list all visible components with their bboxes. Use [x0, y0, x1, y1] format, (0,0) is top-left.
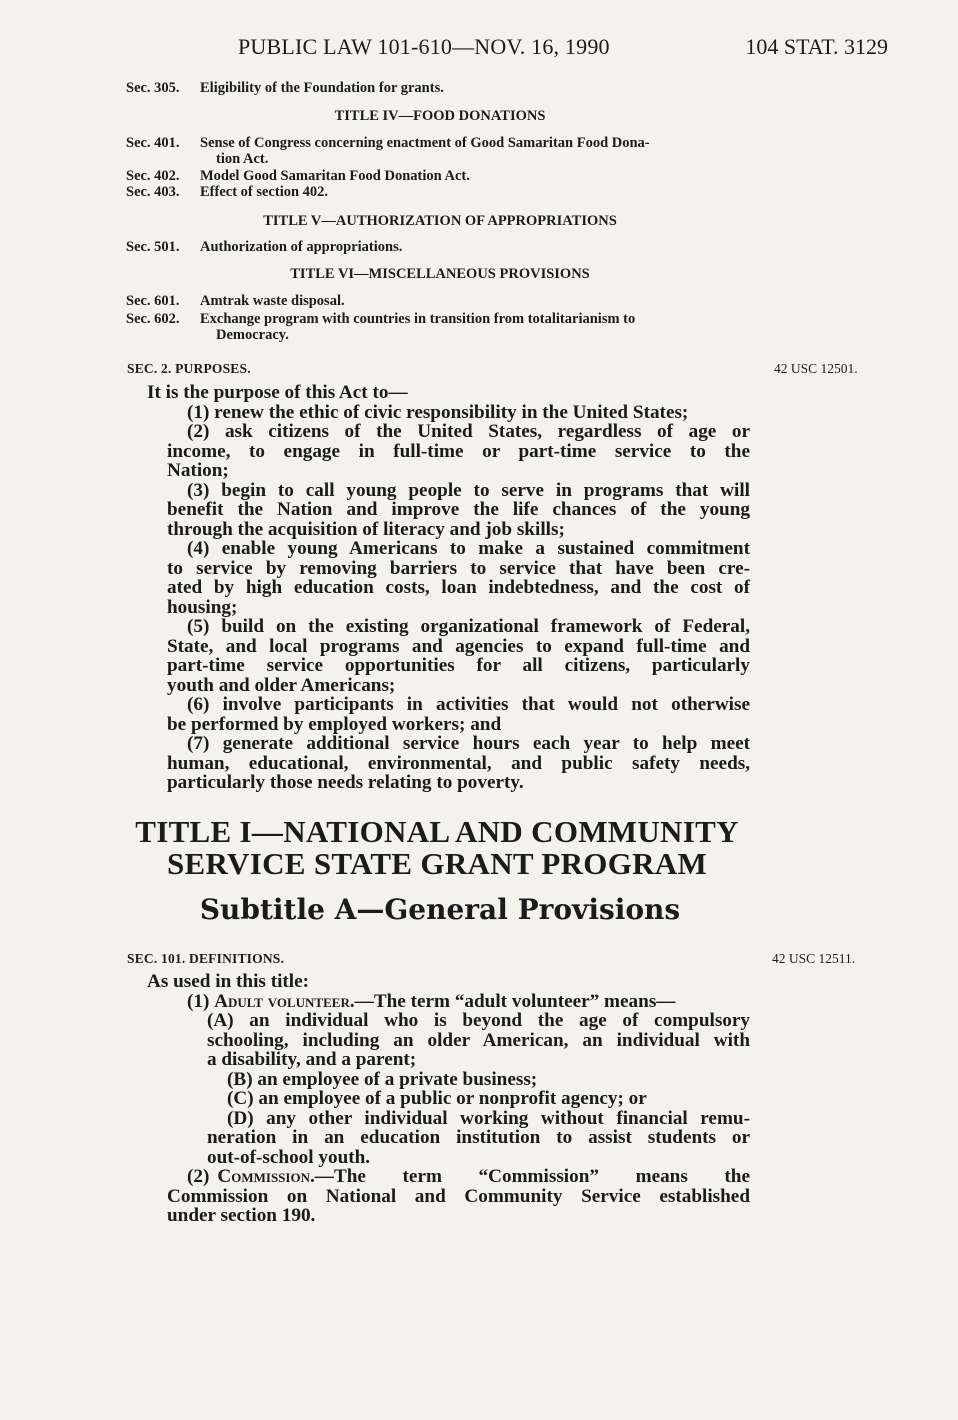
running-title: PUBLIC LAW 101-610—NOV. 16, 1990	[238, 34, 610, 59]
definition-number: (2)	[187, 1166, 210, 1187]
purpose-item-line: to service by removing barriers to service that have been cre-	[167, 558, 750, 579]
definition-number: (1)	[187, 991, 210, 1012]
definition-subitem-line: out-of-school youth.	[207, 1147, 371, 1168]
purpose-item-line: benefit the Nation and improve the life chances of the young	[167, 499, 750, 520]
purpose-item-line: human, educational, environmental, and public safety needs,	[167, 753, 750, 774]
toc-title-heading: TITLE V—AUTHORIZATION OF APPROPRIATIONS	[263, 213, 617, 229]
defined-term: Commission	[217, 1166, 310, 1187]
purpose-item: (7) generate additional service hours each year to help meet	[187, 733, 750, 754]
toc-section-text: tion Act.	[216, 151, 269, 167]
purpose-item-line: part-time service opportunities for all citizens, particularly	[167, 655, 750, 676]
defined-term: Adult volunteer	[214, 991, 350, 1012]
purpose-item-line: ated by high education costs, loan indebtedness, and the cost of	[167, 577, 750, 598]
definition-subitem-line: a disability, and a parent;	[207, 1049, 417, 1070]
toc-section-text: Model Good Samaritan Food Donation Act.	[200, 168, 470, 184]
section-heading: SEC. 2. PURPOSES.	[127, 361, 251, 376]
purpose-item-line: be performed by employed workers; and	[167, 714, 502, 735]
purpose-item-line: Nation;	[167, 460, 229, 481]
margin-citation: 42 USC 12501.	[774, 361, 858, 376]
definition-subitem-line: neration in an education institution to assist students or	[207, 1127, 750, 1148]
toc-section-number: Sec. 401.	[126, 135, 180, 151]
toc-section-text: Sense of Congress concerning enactment of Good Samaritan Food Dona-	[200, 135, 650, 151]
definition-subitem-line: schooling, including an older American, an individual with	[207, 1030, 750, 1051]
title-heading-line-2: SERVICE STATE GRANT PROGRAM	[166, 846, 708, 881]
definition-text: .—The term “Commission” means the	[309, 1166, 750, 1187]
section-intro: It is the purpose of this Act to—	[147, 382, 408, 403]
purpose-item-line: housing;	[167, 597, 238, 618]
toc-section-number: Sec. 601.	[126, 293, 180, 309]
definition-item	[187, 992, 675, 1012]
definition-text: .—The term “adult volunteer” means—	[349, 991, 676, 1012]
toc-section-text: Effect of section 402.	[200, 184, 329, 200]
toc-section-number: Sec. 403.	[126, 184, 180, 200]
toc-section-text: Amtrak waste disposal.	[200, 293, 345, 309]
purpose-item: (5) build on the existing organizational framework of Federal,	[187, 616, 750, 637]
purpose-item-line: youth and older Americans;	[167, 675, 396, 696]
toc-title-heading: TITLE VI—MISCELLANEOUS PROVISIONS	[290, 266, 590, 282]
definition-item	[187, 1167, 750, 1187]
title-heading-line-1: TITLE I—NATIONAL AND COMMUNITY	[135, 814, 739, 849]
purpose-item: (1) renew the ethic of civic responsibility in the United States;	[187, 402, 689, 423]
definition-item-line: Commission on National and Community Service established	[167, 1186, 750, 1207]
toc-section-number: Sec. 501.	[126, 239, 180, 255]
purpose-item-line: particularly those needs relating to poverty.	[167, 772, 524, 793]
purpose-item-line: income, to engage in full-time or part-time service to the	[167, 441, 750, 462]
purpose-item: (4) enable young Americans to make a sustained commitment	[187, 538, 750, 559]
toc-section-text: Authorization of appropriations.	[200, 239, 403, 255]
purpose-item-line: through the acquisition of literacy and job skills;	[167, 519, 565, 540]
subtitle-heading: Subtitle A—General Provisions	[199, 893, 681, 926]
section-intro: As used in this title:	[147, 971, 310, 992]
toc-section-number: Sec. 305.	[126, 80, 180, 96]
margin-citation: 42 USC 12511.	[772, 951, 856, 966]
purpose-item: (2) ask citizens of the United States, regardless of age or	[187, 421, 750, 442]
definition-subitem: (D) any other individual working without financial remu-	[227, 1108, 750, 1129]
toc-section-number: Sec. 602.	[126, 311, 180, 327]
toc-section-number: Sec. 402.	[126, 168, 180, 184]
toc-title-heading: TITLE IV—FOOD DONATIONS	[334, 108, 546, 124]
toc-section-text: Democracy.	[216, 327, 289, 343]
purpose-item-line: State, and local programs and agencies to expand full-time and	[167, 636, 750, 657]
purpose-item: (6) involve participants in activities that would not otherwise	[187, 694, 750, 715]
toc-section-text: Eligibility of the Foundation for grants.	[200, 80, 444, 96]
definition-subitem: (B) an employee of a private business;	[227, 1069, 538, 1090]
definition-item-line: under section 190.	[167, 1205, 316, 1226]
purpose-item: (3) begin to call young people to serve in programs that will	[187, 480, 750, 501]
statute-page-number: 104 STAT. 3129	[745, 34, 888, 59]
section-heading: SEC. 101. DEFINITIONS.	[127, 951, 285, 966]
toc-section-text: Exchange program with countries in transition from totalitarianism to	[200, 311, 636, 327]
definition-subitem: (C) an employee of a public or nonprofit agency; or	[227, 1088, 647, 1109]
definition-subitem: (A) an individual who is beyond the age of compulsory	[207, 1010, 750, 1031]
